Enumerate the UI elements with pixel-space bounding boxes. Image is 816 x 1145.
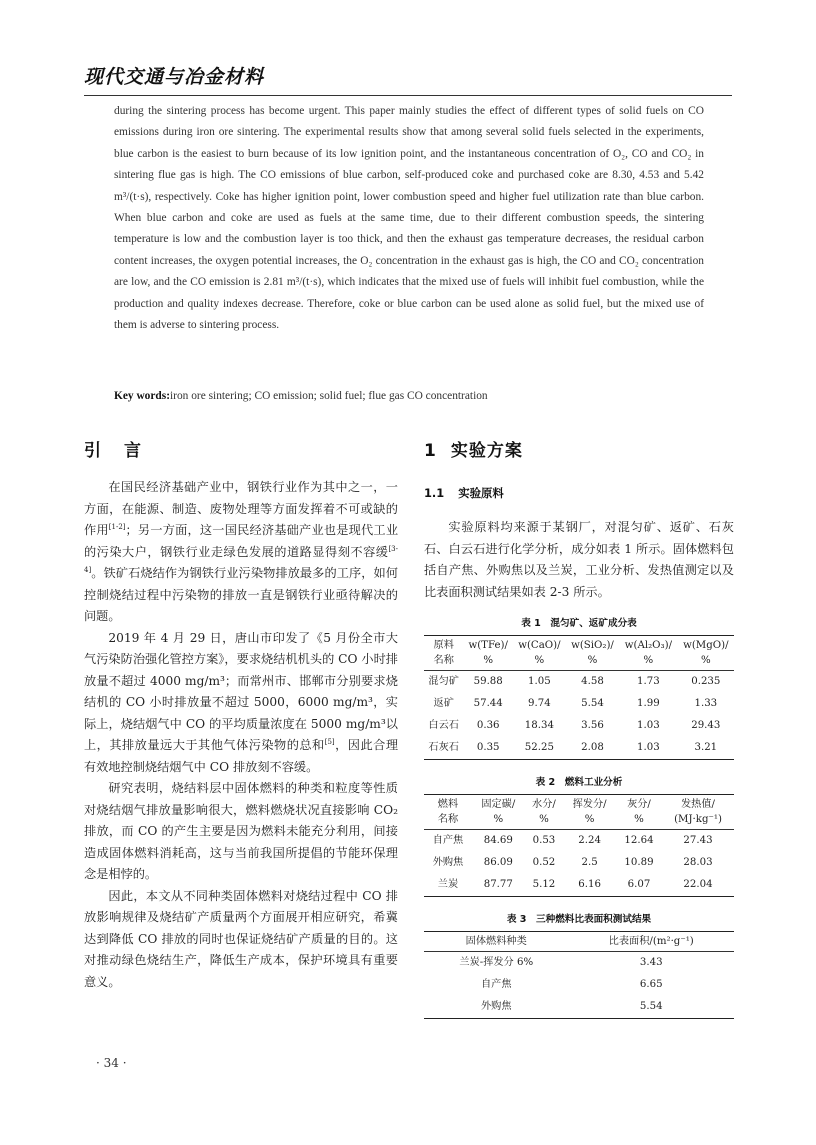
table-cell: 白云石	[428, 720, 459, 731]
table-cell: 0.53	[532, 835, 556, 846]
table-header-cell: 发热值/ (MJ·kg⁻¹)	[662, 795, 734, 830]
table-cell: 混匀矿	[428, 676, 459, 687]
table-row	[424, 693, 734, 715]
intro-paragraph-3: 研究表明，烧结料层中固体燃料的种类和粒度等性质对烧结烟气排放量影响很大，燃料燃烧状况直接影响 CO₂排放，而 CO 的产生主要是因为燃料未能充分利用，间接造成固体燃料消耗高，这与当前我国所提倡的节能环保理念是相悖的。	[84, 781, 398, 881]
table-cell: 1.03	[637, 742, 660, 753]
table-cell: 1.05	[528, 676, 551, 687]
table-cell: 6.16	[578, 879, 601, 890]
table-cell: 兰炭-挥发分 6%	[459, 957, 534, 968]
table-header-cell: 燃料 名称	[424, 795, 472, 830]
table-row	[424, 671, 734, 694]
table-cell: 2.5	[581, 857, 598, 868]
table2-caption: 表 2 燃料工业分析	[535, 777, 623, 788]
table-cell: 1.33	[694, 698, 718, 709]
table-cell: 0.52	[532, 857, 556, 868]
subsection-heading	[424, 485, 734, 501]
section1-number: 1	[424, 441, 437, 461]
table-cell: 1.73	[637, 676, 660, 687]
keywords: Key words:iron ore sintering; CO emission; solid fuel; flue gas CO concentration	[114, 390, 488, 402]
table-row	[424, 974, 734, 996]
abstract-text: during the sintering process has become urgent. This paper mainly studies the effect of different types of solid fuels on CO emissions during iron ore sintering. The experimental results show that among several solid fuels selected in the experiments, blue carbon is the easiest to burn because of its low ignition point, and the instantaneous concentration of O₂, CO and CO₂ in sintering flue gas is high. The CO emissions of blue carbon, self-produced coke and purchased coke are 8.30, 4.53 and 5.42 m³/(t·s), respectively. Coke has higher ignition point, lower combustion speed and higher fuel utilization rate than blue carbon. When blue carbon and coke are used as fuels at the same time, due to their different combustion speeds, the sintering temperature is low and the combustion layer is too thick, and then the exhaust gas temperature decreases, the residual carbon content increases, the oxygen potential increases, the O₂ concentration in the exhaust gas is high, the CO and CO₂ concentration are low, and the CO emission is 2.81 m³/(t·s), which indicates that the mixed use of fuels will inhibit fuel combustion, while the production and quality indexes decrease. Therefore, coke or blue carbon can be used alone as solid fuel, but the mixed use of them is adverse to sintering process.	[114, 105, 704, 332]
table-row	[424, 715, 734, 737]
section1-title: 实验方案	[450, 441, 523, 461]
table-cell: 3.21	[694, 742, 718, 753]
table-cell: 自产焦	[432, 835, 464, 846]
table-cell: 59.88	[473, 676, 503, 687]
table-cell: 12.64	[624, 835, 654, 846]
table2	[424, 794, 734, 897]
subsection-title: 实验原料	[458, 486, 504, 500]
table-cell: 5.12	[532, 879, 556, 890]
section1-paragraph: 实验原料均来源于某钢厂，对混匀矿、返矿、石灰石、白云石进行化学分析，成分如表 1 所示。固体燃料包括自产焦、外购焦以及兰炭，工业分析、发热值测定以及比表面积测试结果如表 2-3 所示。	[424, 520, 734, 599]
table-cell: 1.03	[637, 720, 660, 731]
table-cell: 6.65	[639, 979, 663, 990]
table1-caption: 表 1 混匀矿、返矿成分表	[521, 618, 637, 629]
intro-heading-char1: 引	[84, 441, 102, 461]
table-cell: 外购焦	[480, 1001, 512, 1012]
keywords-text: iron ore sintering; CO emission; solid fuel; flue gas CO concentration	[170, 390, 488, 402]
table-cell: 2.24	[578, 835, 601, 846]
page-number: · 34 ·	[96, 1056, 127, 1070]
table-row	[424, 737, 734, 760]
intro-paragraph-4: 因此，本文从不同种类固体燃料对烧结过程中 CO 排放影响规律及烧结矿产质量两个方面展开相应研究，希冀达到降低 CO 排放的同时也保证烧结矿产质量的目的。这对推动绿色烧结生产，降低生产成本，保护环境具有重要意义。	[84, 888, 398, 989]
intro-paragraph-1: 在国民经济基础产业中，钢铁行业作为其中之一，一方面，在能源、制造、废物处理等方面发挥着不可或缺的作用[1-2]；另一方面，这一国民经济基础产业也是现代工业的污染大户，钢铁行业走绿色发展的道路显得刻不容缓[3-4]。铁矿石烧结作为钢铁行业污染物排放最多的工序，如何控制烧结过程中污染物的排放一直是钢铁行业亟待解决的问题。	[84, 480, 399, 623]
table-header-cell: w(Al₂O₃)/ %	[619, 636, 677, 671]
table-header-cell: 原料 名称	[424, 636, 463, 671]
table-cell: 52.25	[524, 742, 554, 753]
table-cell: 9.74	[528, 698, 551, 709]
table-cell: 3.56	[581, 720, 604, 731]
table-cell: 84.69	[483, 835, 513, 846]
table-header-cell: w(CaO)/ %	[513, 636, 566, 671]
table-cell: 5.54	[639, 1001, 663, 1012]
table-header-cell: 水分/ %	[525, 795, 564, 830]
table-header-cell: w(MgO)/ %	[678, 636, 734, 671]
table-row	[424, 996, 734, 1019]
table-cell: 5.54	[581, 698, 604, 709]
table-header-cell: 挥发分/ %	[563, 795, 616, 830]
table-cell: 0.35	[476, 742, 500, 753]
table-cell: 自产焦	[480, 979, 512, 990]
table-cell: 0.235	[691, 676, 721, 687]
table-cell: 27.43	[683, 835, 713, 846]
table-cell: 18.34	[524, 720, 554, 731]
table-cell: 返矿	[433, 698, 454, 709]
table-header-cell: 比表面积/(m²·g⁻¹)	[568, 932, 734, 952]
table-header-cell: w(TFe)/ %	[463, 636, 513, 671]
table-cell: 外购焦	[432, 857, 464, 868]
table-cell: 兰炭	[437, 879, 459, 890]
table1	[424, 635, 734, 760]
table-cell: 28.03	[683, 857, 713, 868]
table-row	[424, 830, 734, 853]
table-header-cell: 灰分/ %	[616, 795, 662, 830]
table-header-cell: 固定碳/ %	[472, 795, 525, 830]
table-row	[424, 874, 734, 897]
table-row	[424, 952, 734, 975]
left-column	[84, 436, 398, 993]
table-cell: 10.89	[624, 857, 654, 868]
table-cell: 29.43	[691, 720, 721, 731]
intro-paragraph-2: 2019 年 4 月 29 日，唐山市印发了《5 月份全市大气污染防治强化管控方案》，要求烧结机机头的 CO 小时排放量不超过 4000 mg/m³；而常州市、邯郸市分别要求烧结机的 CO 小时排放量不超过 5000，6000 mg/m³，实际上，烧结烟气中 CO 的平均质量浓度在 5000 mg/m³以上，其排放量远大于其他气体污染物的总和[5]，因此合理有效地控制烧结烟气中 CO 排放刻不容缓。	[84, 630, 399, 774]
subsection-number: 1.1	[424, 486, 445, 500]
table-cell: 1.99	[637, 698, 660, 709]
table3	[424, 931, 734, 1019]
table-cell: 87.77	[483, 879, 513, 890]
table-cell: 4.58	[581, 676, 604, 687]
table-cell: 3.43	[639, 957, 663, 968]
table-cell: 22.04	[683, 879, 713, 890]
intro-heading-char2: 言	[124, 441, 142, 461]
table-cell: 2.08	[581, 742, 604, 753]
journal-logo: 现代交通与冶金材料	[84, 66, 265, 88]
section1-heading	[424, 436, 734, 461]
right-column	[424, 436, 734, 1019]
table-cell: 6.07	[627, 879, 651, 890]
header-rule	[84, 95, 732, 96]
table-cell: 57.44	[473, 698, 503, 709]
keywords-label: Key words	[114, 390, 167, 402]
table-cell: 石灰石	[428, 742, 459, 753]
table-cell: 0.36	[476, 720, 500, 731]
table-cell: 86.09	[483, 857, 513, 868]
table-header-cell: 固体燃料种类	[424, 932, 568, 952]
intro-heading	[84, 436, 398, 461]
table3-caption: 表 3 三种燃料比表面积测试结果	[506, 914, 652, 925]
table-header-cell: w(SiO₂)/ %	[566, 636, 619, 671]
table-row	[424, 852, 734, 874]
